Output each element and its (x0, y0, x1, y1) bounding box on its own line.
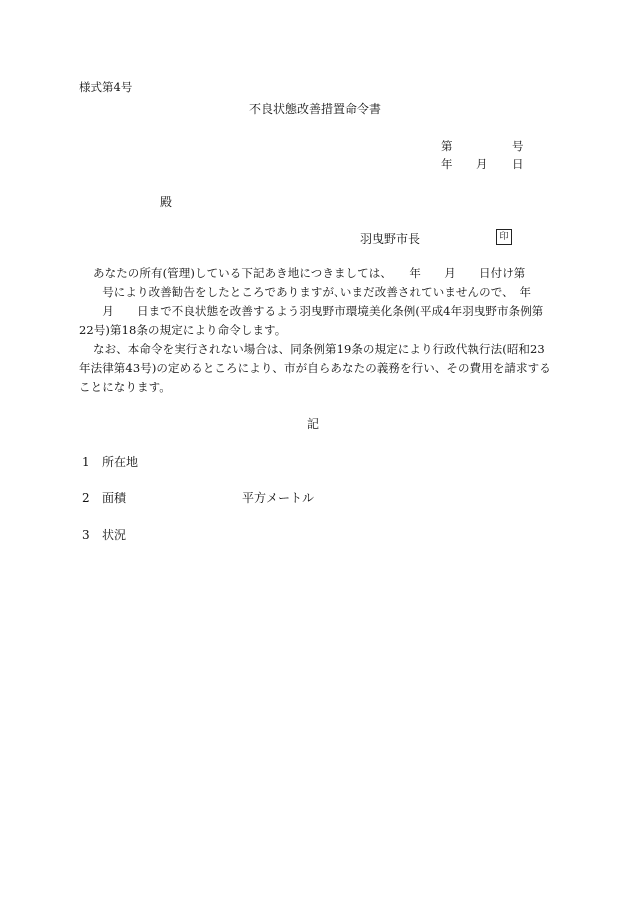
form-number: 様式第4号 (79, 80, 133, 94)
date-day-label: 日 (512, 157, 524, 171)
document-title: 不良状態改善措置命令書 (249, 102, 382, 116)
record-item-number: 2 (82, 491, 90, 505)
issuer-title: 羽曳野市長 (360, 232, 421, 246)
body-line-4: 22号)第18条の規定により命令します。 (79, 323, 287, 337)
record-item-condition (82, 529, 126, 541)
body-line-7: ことになります。 (79, 380, 171, 394)
body-line-6: 年法律第43号)の定めるところにより、市が自らあなたの義務を行い、その費用を請求する (79, 361, 551, 375)
seal-stamp: 印 (496, 229, 512, 245)
document-number-prefix: 第 (441, 139, 453, 153)
body-line-3: 月 日まで不良状態を改善するよう羽曳野市環境美化条例(平成4年羽曳野市条例第 (79, 304, 544, 318)
date-month-label: 月 (476, 157, 488, 171)
addressee-honorific: 殿 (160, 195, 173, 209)
body-line-5: なお、本命令を実行されない場合は、同条例第19条の規定により行政代執行法(昭和23 (93, 342, 545, 356)
area-unit: 平方メートル (242, 491, 315, 505)
record-item-label: 面積 (102, 491, 127, 505)
record-heading: 記 (307, 417, 320, 431)
body-line-1: あなたの所有(管理)している下記あき地につきましては、 年 月 日付け第 (93, 266, 526, 280)
document-number-suffix: 号 (512, 139, 524, 153)
record-item-label: 状況 (102, 528, 127, 542)
record-item-location (82, 456, 138, 468)
record-item-number: 1 (82, 455, 90, 469)
record-item-number: 3 (82, 528, 90, 542)
record-item-label: 所在地 (102, 455, 139, 469)
record-item-area (82, 492, 126, 504)
body-line-2: 号により改善勧告をしたところでありますが､いまだ改善されていませんので、 年 (79, 285, 532, 299)
date-year-label: 年 (441, 157, 453, 171)
